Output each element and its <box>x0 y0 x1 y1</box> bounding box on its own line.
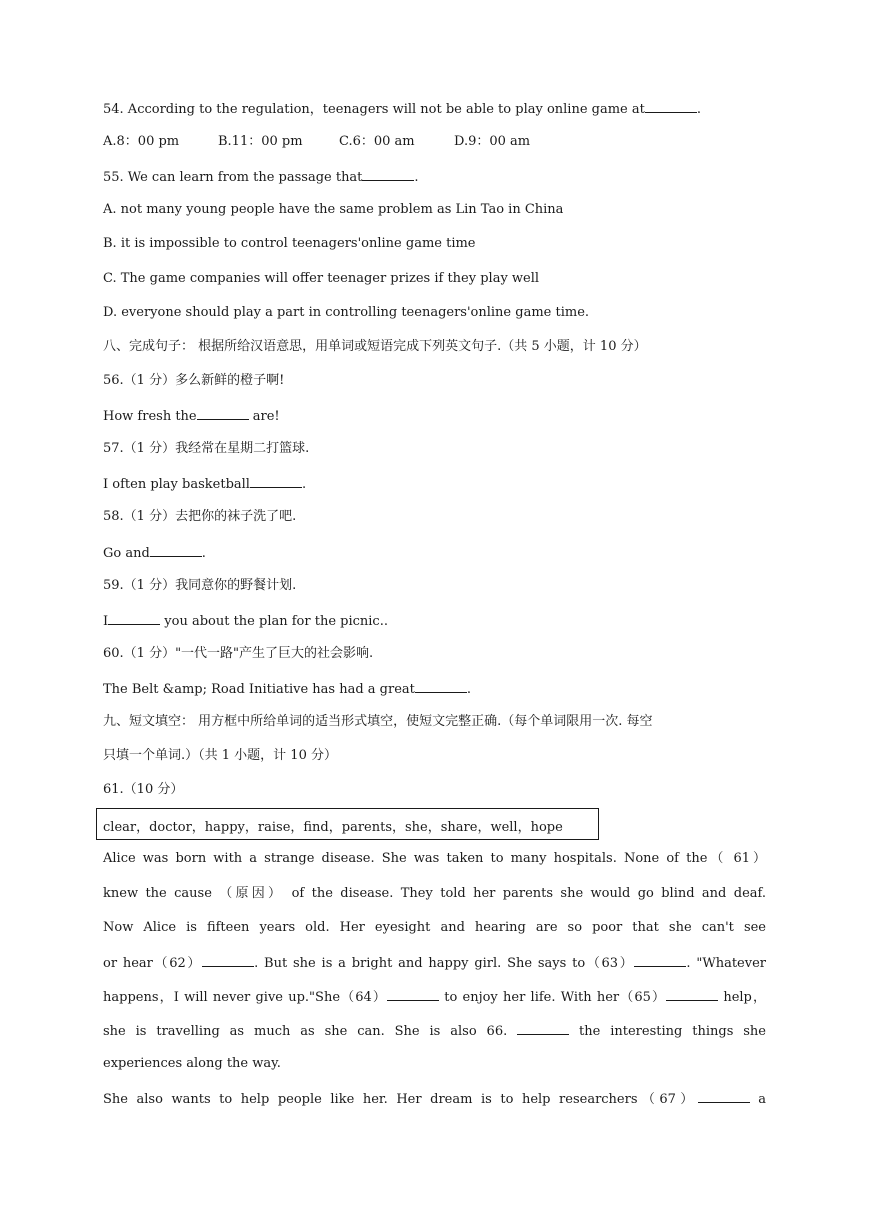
q59-english: I you about the plan for the picnic.. <box>103 611 766 629</box>
section-9-heading-line2: 只填一个单词.）（共 1 小题，计 10 分） <box>103 748 337 763</box>
q60-chinese: 60.（1 分）"一代一路"产生了巨大的社会影响. <box>103 646 374 661</box>
q55-option-b[interactable]: B. it is impossible to control teenagers'online game time <box>103 236 476 251</box>
section-9-heading-line1: 九、短文填空： 用方框中所给单词的适当形式填空，使短文完整正确.（每个单词限用一次. 每空 <box>103 714 653 729</box>
q54-stem: 54. According to the regulation，teenagers will not be able to play online game at . <box>103 99 766 117</box>
answer-blank-64[interactable] <box>387 987 439 1001</box>
passage-line-5: happens，I will never give up."She（64） to enjoy her life. With her（65） help， <box>103 987 766 1005</box>
passage-line-8: She also wants to help people like her. Her dream is to help researchers（67） a <box>103 1089 766 1107</box>
q55-option-d[interactable]: D. everyone should play a part in controlling teenagers'online game time. <box>103 305 590 320</box>
answer-blank-65[interactable] <box>666 987 718 1001</box>
passage-line-1: Alice was born with a strange disease. She was taken to many hospitals. None of the（ 61） <box>103 851 766 866</box>
answer-blank-63[interactable] <box>634 953 686 967</box>
answer-blank[interactable] <box>197 406 249 420</box>
q60-english: The Belt &amp; Road Initiative has had a great . <box>103 679 766 697</box>
q55-option-c[interactable]: C. The game companies will offer teenager prizes if they play well <box>103 271 540 286</box>
passage-line-3: Now Alice is fifteen years old. Her eyesight and hearing are so poor that she can't see <box>103 920 766 935</box>
q58-english: Go and . <box>103 543 766 561</box>
passage-line-2: knew the cause （原因） of the disease. They told her parents she would go blind and deaf. <box>103 886 766 901</box>
q54-option-a[interactable]: A.8：00 pm <box>103 134 180 149</box>
answer-blank[interactable] <box>108 611 160 625</box>
q56-chinese: 56.（1 分）多么新鲜的橙子啊! <box>103 373 285 388</box>
answer-blank[interactable] <box>415 679 467 693</box>
q54-option-d[interactable]: D.9：00 am <box>454 134 531 149</box>
passage-line-7: experiences along the way. <box>103 1056 281 1071</box>
answer-blank[interactable] <box>150 543 202 557</box>
q55-option-a[interactable]: A. not many young people have the same problem as Lin Tao in China <box>103 202 564 217</box>
section-8-heading: 八、完成句子： 根据所给汉语意思，用单词或短语完成下列英文句子.（共 5 小题，计 10 分） <box>103 339 647 354</box>
q58-chinese: 58.（1 分）去把你的袜子洗了吧. <box>103 509 297 524</box>
q59-chinese: 59.（1 分）我同意你的野餐计划. <box>103 578 297 593</box>
answer-blank-62[interactable] <box>202 953 254 967</box>
answer-blank-67[interactable] <box>698 1089 750 1103</box>
word-bank-box <box>96 808 599 840</box>
q55-stem: 55. We can learn from the passage that . <box>103 167 766 185</box>
answer-blank-66[interactable] <box>517 1021 569 1035</box>
q56-english: How fresh the are! <box>103 406 766 424</box>
q54-option-b[interactable]: B.11：00 pm <box>218 134 303 149</box>
answer-blank[interactable] <box>362 167 414 181</box>
answer-blank[interactable] <box>250 474 302 488</box>
passage-line-4: or hear（62） . But she is a bright and happy girl. She says to（63） . "Whatever <box>103 953 766 971</box>
answer-blank[interactable] <box>645 99 697 113</box>
q54-option-c[interactable]: C.6：00 am <box>339 134 415 149</box>
passage-line-6: she is travelling as much as she can. She is also 66. the interesting things she <box>103 1021 766 1039</box>
word-bank: clear，doctor，happy，raise，find，parents，she，share，well，hope <box>103 820 563 835</box>
q54-options <box>103 133 766 151</box>
q57-english: I often play basketball . <box>103 474 766 492</box>
q61-label: 61.（10 分） <box>103 782 184 797</box>
q57-chinese: 57.（1 分）我经常在星期二打篮球. <box>103 441 310 456</box>
